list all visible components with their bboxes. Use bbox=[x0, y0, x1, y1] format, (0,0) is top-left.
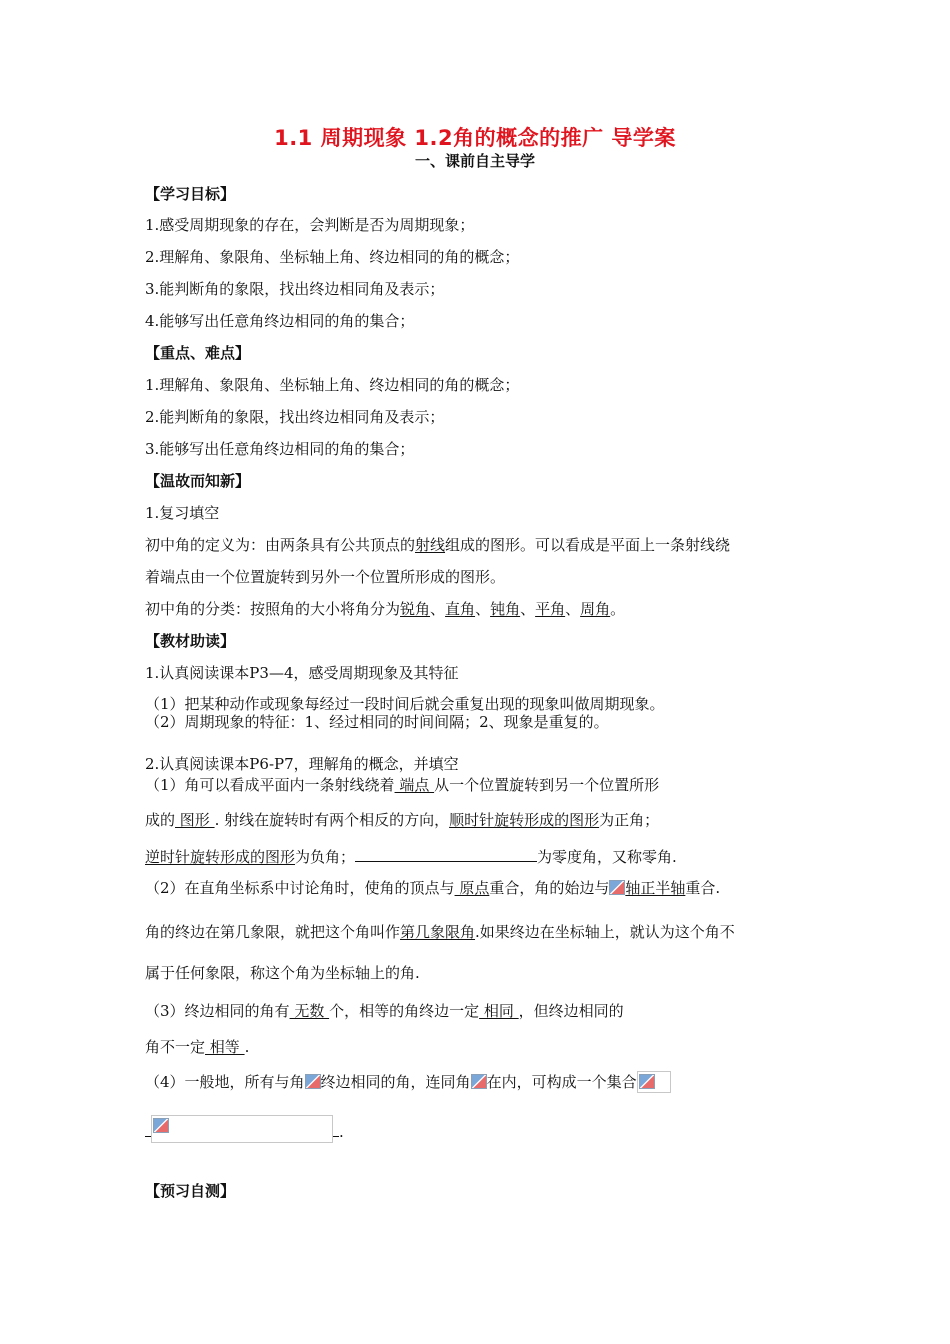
answer-right: 直角 bbox=[445, 600, 476, 618]
question-3-line bbox=[145, 1001, 624, 1021]
text: 。 bbox=[610, 600, 626, 618]
question-3-line bbox=[145, 1037, 249, 1057]
separator: 、 bbox=[520, 600, 536, 618]
text: . bbox=[244, 1038, 250, 1056]
text: 成的 bbox=[145, 811, 176, 829]
answer-origin: 原点 bbox=[454, 879, 490, 897]
text: （3）终边相同的角有 bbox=[145, 1002, 290, 1020]
self-test-heading: 【预习自测】 bbox=[145, 1182, 236, 1200]
text: 初中角的定义为：由两条具有公共顶点的 bbox=[145, 536, 416, 554]
question-1-line bbox=[145, 810, 659, 830]
reading-item: 2.认真阅读课本P6-P7，理解角的概念，并填空 bbox=[145, 755, 459, 773]
textbook-reading-heading: 【教材助读】 bbox=[145, 632, 236, 650]
broken-image-icon bbox=[153, 1118, 169, 1133]
key-point-item: 3.能够写出任意角终边相同的角的集合； bbox=[145, 440, 415, 458]
answer-endpoint: 端点 bbox=[394, 776, 435, 794]
formula-image-box bbox=[637, 1071, 671, 1093]
text: . bbox=[339, 1123, 344, 1141]
text: 终边相同的角，连同角 bbox=[320, 1073, 471, 1091]
text: . 射线在旋转时有两个相反的方向， bbox=[214, 811, 450, 829]
separator: 、 bbox=[565, 600, 581, 618]
text: 为负角； bbox=[295, 848, 356, 866]
broken-image-icon bbox=[305, 1074, 321, 1089]
answer-positive-axis: 轴正半轴 bbox=[625, 879, 686, 897]
broken-image-icon bbox=[609, 880, 625, 895]
text: ，但终边相同的 bbox=[518, 1002, 624, 1020]
learning-goals-heading: 【学习目标】 bbox=[145, 185, 236, 203]
text: 重合，角的始边与 bbox=[489, 879, 610, 897]
answer-counterclockwise: 逆时针旋转形成的图形 bbox=[145, 848, 296, 866]
answer-equal: 相等 bbox=[205, 1038, 245, 1056]
key-point-item: 1.理解角、象限角、坐标轴上角、终边相同的角的概念； bbox=[145, 376, 520, 394]
answer-clockwise: 顺时针旋转形成的图形 bbox=[449, 811, 600, 829]
text: （4）一般地，所有与角 bbox=[145, 1073, 305, 1091]
learning-goal-item: 1.感受周期现象的存在，会判断是否为周期现象； bbox=[145, 216, 475, 234]
answer-full: 周角 bbox=[580, 600, 611, 618]
answer-ray: 射线 bbox=[415, 536, 446, 554]
text: （1）角可以看成平面内一条射线绕着 bbox=[145, 776, 395, 794]
angle-definition-line bbox=[145, 535, 730, 555]
question-2-line bbox=[145, 878, 720, 898]
learning-goal-item: 2.理解角、象限角、坐标轴上角、终边相同的角的概念； bbox=[145, 248, 520, 266]
text: .如果终边在坐标轴上，就认为这个角不 bbox=[475, 923, 735, 941]
angle-classification-line bbox=[145, 599, 625, 619]
formula-image-box bbox=[151, 1115, 333, 1143]
text: 为正角； bbox=[599, 811, 660, 829]
broken-image-icon bbox=[639, 1074, 655, 1089]
text: （2）在直角坐标系中讨论角时，使角的顶点与 bbox=[145, 879, 455, 897]
answer-quadrant-angle: 第几象限角 bbox=[400, 923, 476, 941]
answer-same: 相同 bbox=[479, 1002, 519, 1020]
text: 组成的图形。可以看成是平面上一条射线绕 bbox=[445, 536, 731, 554]
key-points-heading: 【重点、难点】 bbox=[145, 344, 251, 362]
answer-obtuse: 钝角 bbox=[490, 600, 521, 618]
angle-definition-line: 着端点由一个位置旋转到另外一个位置所形成的图形。 bbox=[145, 568, 506, 586]
learning-goal-item: 3.能判断角的象限，找出终边相同角及表示； bbox=[145, 280, 445, 298]
text: 角不一定 bbox=[145, 1038, 206, 1056]
section-subtitle: 一、课前自主导学 bbox=[414, 152, 535, 170]
question-2-line bbox=[145, 922, 735, 942]
question-4-line bbox=[145, 1071, 671, 1093]
answer-acute: 锐角 bbox=[400, 600, 431, 618]
review-item-label: 1.复习填空 bbox=[145, 504, 220, 522]
text: 为零度角，又称零角. bbox=[537, 848, 677, 866]
text: 初中角的分类：按照角的大小将角分为 bbox=[145, 600, 401, 618]
separator: 、 bbox=[475, 600, 491, 618]
text: 重合. bbox=[685, 879, 721, 897]
reading-subitem: （2）周期现象的特征：1、经过相同的时间间隔；2、现象是重复的。 bbox=[145, 713, 609, 731]
text: 从一个位置旋转到另一个位置所形 bbox=[434, 776, 660, 794]
document-title: 1.1 周期现象 1.2角的概念的推广 导学案 bbox=[274, 126, 676, 150]
text: 个，相等的角终边一定 bbox=[329, 1002, 480, 1020]
text: 角的终边在第几象限，就把这个角叫作 bbox=[145, 923, 401, 941]
text: 在内，可构成一个集合 bbox=[486, 1073, 637, 1091]
question-4-line bbox=[145, 1115, 344, 1143]
review-heading: 【温故而知新】 bbox=[145, 472, 251, 490]
answer-infinite: 无数 bbox=[289, 1002, 330, 1020]
reading-subitem: （1）把某种动作或现象每经过一段时间后就会重复出现的现象叫做周期现象。 bbox=[145, 695, 665, 713]
key-point-item: 2.能判断角的象限，找出终边相同角及表示； bbox=[145, 408, 445, 426]
reading-item: 1.认真阅读课本P3—4，感受周期现象及其特征 bbox=[145, 664, 459, 682]
separator: 、 bbox=[430, 600, 446, 618]
learning-goal-item: 4.能够写出任意角终边相同的角的集合； bbox=[145, 312, 415, 330]
question-1-line bbox=[145, 775, 659, 795]
answer-straight: 平角 bbox=[535, 600, 566, 618]
question-1-line bbox=[145, 846, 677, 867]
broken-image-icon bbox=[471, 1074, 487, 1089]
answer-figure: 图形 bbox=[175, 811, 215, 829]
fill-blank-line bbox=[355, 846, 537, 862]
question-2-line: 属于任何象限，称这个角为坐标轴上的角. bbox=[145, 964, 420, 982]
